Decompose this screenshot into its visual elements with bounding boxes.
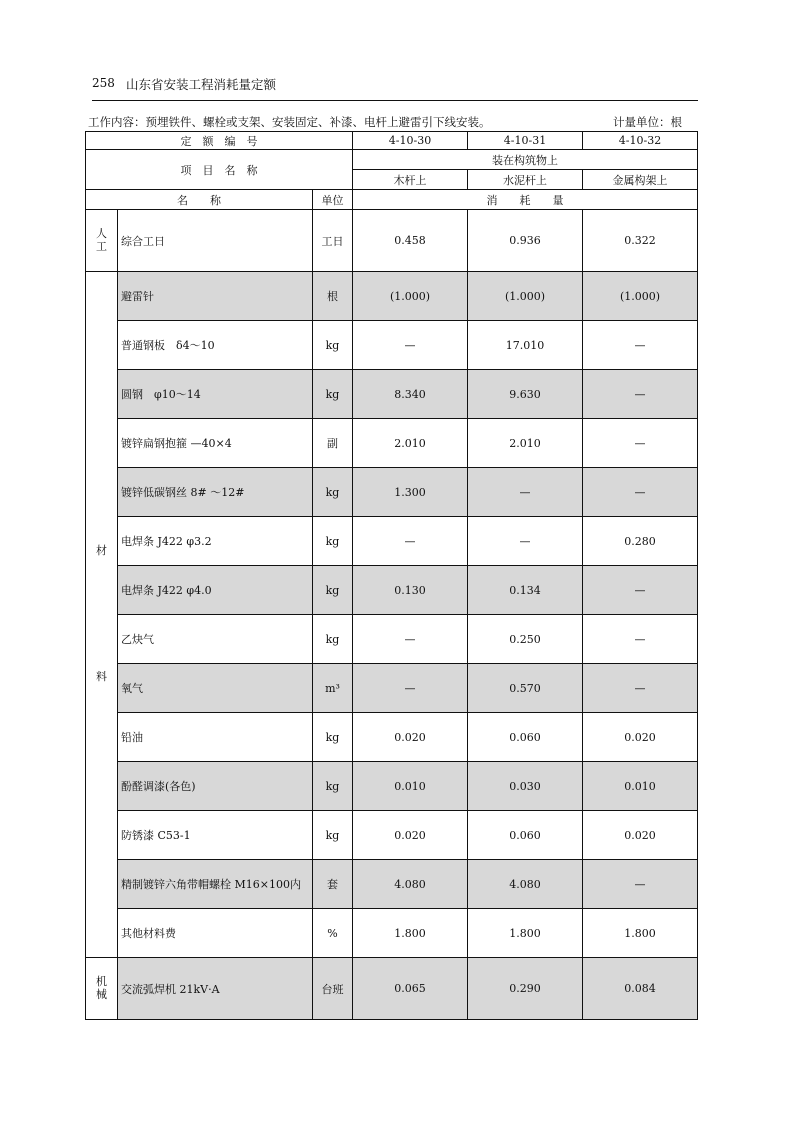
material-row <box>86 860 698 909</box>
item-value: — <box>583 664 698 713</box>
item-value: 0.322 <box>583 210 698 272</box>
item-name: 乙炔气 <box>118 615 313 664</box>
item-value: — <box>353 615 468 664</box>
item-name: 圆钢 φ10～14 <box>118 370 313 419</box>
column-header-row <box>86 190 698 210</box>
item-value: 9.630 <box>468 370 583 419</box>
item-unit: 工日 <box>313 210 353 272</box>
measure-unit: 计量单位：根 <box>613 115 682 129</box>
material-row <box>86 615 698 664</box>
item-value: 0.936 <box>468 210 583 272</box>
material-row <box>86 909 698 958</box>
material-row <box>86 566 698 615</box>
material-row <box>86 762 698 811</box>
item-value: — <box>583 370 698 419</box>
subitem-label: 木杆上 <box>353 170 468 190</box>
item-value: 0.084 <box>583 958 698 1020</box>
item-unit: 副 <box>313 419 353 468</box>
item-value: 0.030 <box>468 762 583 811</box>
item-value: — <box>583 860 698 909</box>
item-unit: kg <box>313 370 353 419</box>
material-row <box>86 468 698 517</box>
item-name: 避雷针 <box>118 272 313 321</box>
item-value: — <box>583 566 698 615</box>
item-value: 0.290 <box>468 958 583 1020</box>
material-row <box>86 517 698 566</box>
item-value: 0.065 <box>353 958 468 1020</box>
item-value: 2.010 <box>353 419 468 468</box>
item-unit: kg <box>313 468 353 517</box>
item-value: 4.080 <box>468 860 583 909</box>
material-category: 材 料 <box>86 272 118 958</box>
page-header <box>92 72 698 101</box>
item-name: 氧气 <box>118 664 313 713</box>
item-unit: m³ <box>313 664 353 713</box>
quota-table <box>85 131 698 1020</box>
quota-code: 4-10-30 <box>353 132 468 150</box>
item-value: 1.800 <box>353 909 468 958</box>
item-name: 镀锌扁钢抱箍 —40×4 <box>118 419 313 468</box>
item-value: 0.020 <box>353 713 468 762</box>
page-number: 258 <box>92 76 115 90</box>
item-value: 0.010 <box>353 762 468 811</box>
item-group-label: 装在构筑物上 <box>353 150 698 170</box>
material-row <box>86 811 698 860</box>
item-value: — <box>353 664 468 713</box>
item-name: 其他材料费 <box>118 909 313 958</box>
item-value: — <box>353 517 468 566</box>
item-unit: kg <box>313 517 353 566</box>
item-value: 1.300 <box>353 468 468 517</box>
labor-row <box>86 210 698 272</box>
quota-number-label: 定 额 编 号 <box>86 132 353 150</box>
machinery-category: 机 械 <box>86 958 118 1020</box>
item-name: 铅油 <box>118 713 313 762</box>
item-name: 交流弧焊机 21kV·A <box>118 958 313 1020</box>
subitem-label: 水泥杆上 <box>468 170 583 190</box>
item-name: 电焊条 J422 φ3.2 <box>118 517 313 566</box>
labor-category: 人 工 <box>86 210 118 272</box>
item-value: 0.020 <box>583 811 698 860</box>
book-title: 山东省安装工程消耗量定额 <box>126 77 277 92</box>
col-name-header: 名 称 <box>86 190 313 210</box>
item-value: — <box>583 615 698 664</box>
item-name: 电焊条 J422 φ4.0 <box>118 566 313 615</box>
item-name: 镀锌低碳钢丝 8# ～12# <box>118 468 313 517</box>
item-name: 防锈漆 C53-1 <box>118 811 313 860</box>
machinery-row <box>86 958 698 1020</box>
item-name: 普通钢板 δ4～10 <box>118 321 313 370</box>
item-unit: kg <box>313 615 353 664</box>
item-unit: kg <box>313 762 353 811</box>
quota-code: 4-10-31 <box>468 132 583 150</box>
item-unit: % <box>313 909 353 958</box>
item-name: 综合工日 <box>118 210 313 272</box>
item-unit: 套 <box>313 860 353 909</box>
material-row <box>86 321 698 370</box>
item-value: — <box>353 321 468 370</box>
item-value: 4.080 <box>353 860 468 909</box>
item-value: 0.570 <box>468 664 583 713</box>
material-row <box>86 419 698 468</box>
material-row <box>86 272 698 321</box>
item-unit: kg <box>313 811 353 860</box>
item-unit: kg <box>313 713 353 762</box>
col-consumption-header: 消 耗 量 <box>353 190 698 210</box>
item-name: 精制镀锌六角带帽螺栓 M16×100内 <box>118 860 313 909</box>
item-value: 0.250 <box>468 615 583 664</box>
item-value: 0.134 <box>468 566 583 615</box>
quota-code: 4-10-32 <box>583 132 698 150</box>
item-value: 0.458 <box>353 210 468 272</box>
item-value: 0.060 <box>468 713 583 762</box>
material-row <box>86 713 698 762</box>
item-value: 0.020 <box>353 811 468 860</box>
item-value: (1.000) <box>468 272 583 321</box>
item-value: 0.280 <box>583 517 698 566</box>
item-value: — <box>468 517 583 566</box>
item-unit: 台班 <box>313 958 353 1020</box>
item-value: (1.000) <box>583 272 698 321</box>
item-value: 0.020 <box>583 713 698 762</box>
material-row <box>86 664 698 713</box>
item-value: (1.000) <box>353 272 468 321</box>
item-value: 1.800 <box>583 909 698 958</box>
item-value: — <box>583 468 698 517</box>
item-unit: 根 <box>313 272 353 321</box>
item-name-label: 项 目 名 称 <box>86 150 353 190</box>
item-value: — <box>583 321 698 370</box>
item-value: 17.010 <box>468 321 583 370</box>
item-group-row <box>86 150 698 170</box>
item-name: 酚醛调漆(各色) <box>118 762 313 811</box>
item-unit: kg <box>313 321 353 370</box>
subitem-label: 金属构架上 <box>583 170 698 190</box>
item-value: 0.010 <box>583 762 698 811</box>
item-value: 0.130 <box>353 566 468 615</box>
item-value: 2.010 <box>468 419 583 468</box>
item-value: 1.800 <box>468 909 583 958</box>
item-value: 0.060 <box>468 811 583 860</box>
material-row <box>86 370 698 419</box>
item-unit: kg <box>313 566 353 615</box>
work-content-line <box>88 114 698 130</box>
item-value: — <box>468 468 583 517</box>
quota-number-row <box>86 132 698 150</box>
item-value: 8.340 <box>353 370 468 419</box>
item-value: — <box>583 419 698 468</box>
col-unit-header: 单位 <box>313 190 353 210</box>
work-content: 工作内容：预埋铁件、螺栓或支架、安装固定、补漆、电杆上避雷引下线安装。 <box>88 115 491 129</box>
